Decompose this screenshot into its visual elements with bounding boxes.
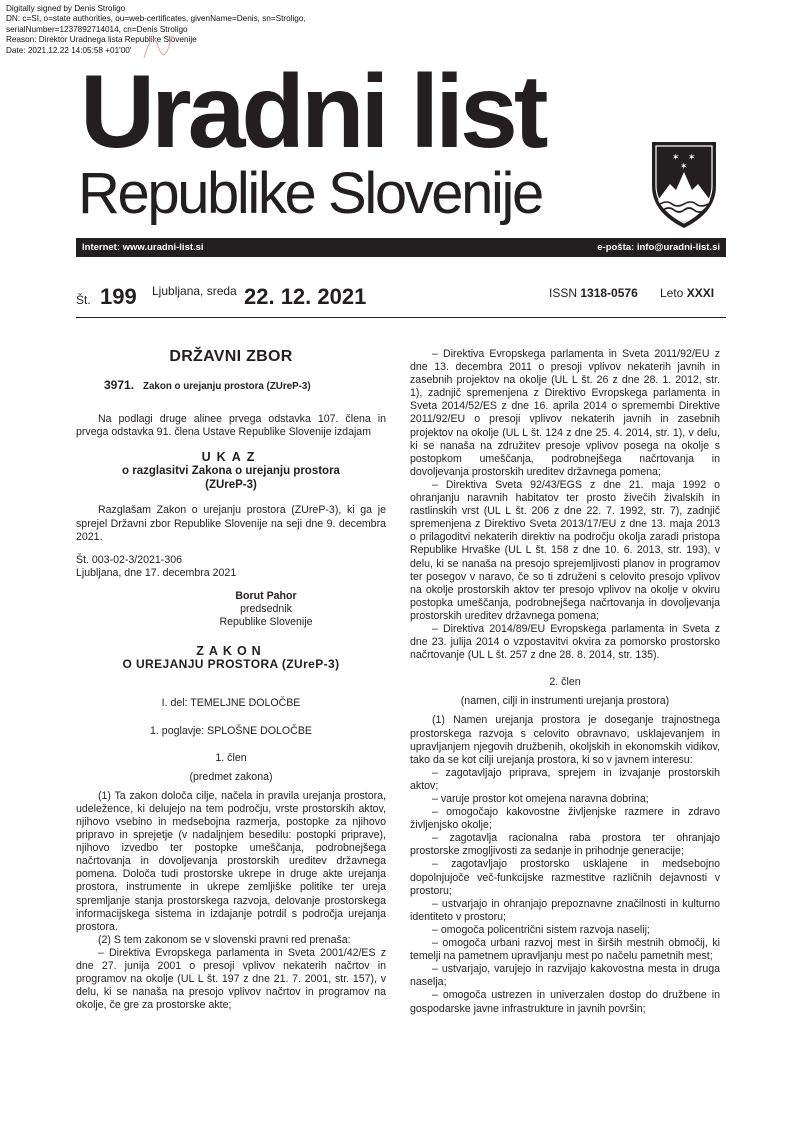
goals-list <box>410 767 720 1016</box>
signer-country: Republike Slovenije <box>219 616 313 629</box>
coat-of-arms-icon <box>650 138 718 230</box>
article-1-heading: 1. člen <box>215 751 247 764</box>
issue-date <box>244 284 366 310</box>
right-column <box>410 348 720 1016</box>
act-number: 3971. <box>104 378 135 393</box>
directive-paragraph: – Direktiva Evropskega parlamenta in Sveta 2011/92/EU z dne 13. decembra 2011 o presoji vplivov nekaterih javnih in zasebnih projektov na okolje (UL L št. 26 z dne 28. 1. 2012, str. 1), zadnjič spremenjena z Direktivo Evropskega parlamenta in Sveta 2014/52/ES z dne 16. aprila 2014 o spremembi Direktive 2011/92/EU o presoji vplivov nekaterih javnih in zasebnih projektov na okolje (UL L št. 124 z dne 25. 4. 2014, str. 1), v delu, ki se nanaša na združitev presoje vplivov posega na okolje s postopkom umeščanja, podrobnejšega načrtovanja in dovoljevanja prostorskih ureditev državnega pomena; <box>410 348 720 478</box>
ukaz-heading: UKAZ <box>201 450 261 465</box>
list-item: – zagotavlja racionalna raba prostora ter ohranjajo prostorske zmogljivosti za sedanje in prihodnje generacije; <box>410 832 720 858</box>
list-item: – omogoča urbani razvoj mest in širših mestnih območij, ki temelji na pametnem upravljanju mest po načelu pametnih mest; <box>410 937 720 963</box>
zakon-subtitle: O UREJANJU PROSTORA (ZUreP-3) <box>122 657 340 672</box>
website-link[interactable]: Internet: www.uradni-list.si <box>82 242 204 253</box>
signature-line: Digitally signed by Denis Stroligo <box>6 4 126 13</box>
list-item: – varuje prostor kot omejena naravna dobrina; <box>432 793 649 805</box>
list-item: – omogočajo kakovostne življenjske razmere in zdravo življenjsko okolje; <box>410 806 720 832</box>
svg-text:✶: ✶ <box>672 153 680 163</box>
signer-role: predsednik <box>240 603 292 616</box>
directive-paragraph: – Direktiva Sveta 92/43/EGS z dne 21. maja 1992 o ohranjanju naravnih habitatov ter prosto živečih živalskih in rastlinskih vrst (UL L št. 206 z dne 22. 7. 1992, str. 7), zadnjič spremenjena z Direktivo Sveta 2013/17/EU z dne 13. maja 2013 o prilagoditvi nekaterih direktiv na področju okolja zaradi pristopa Republike Hrvaške (UL L št. 158 z dne 10. 6. 2013, str. 193), v delu, ki se nanaša na presojo sprejemljivosti planov in programov ter posegov v naravo, če so ti združeni s celovito presojo vplivov na okolje prostorskih aktov ter presojo vplivov na okolje v okviru postopka umeščanja, podrobnejšega načrtovanja in dovoljevanja prostorskih ureditev državnega pomena; <box>410 478 720 622</box>
act-title: Zakon o urejanju prostora (ZUreP-3) <box>142 381 311 393</box>
masthead-title: Uradni list <box>80 54 545 170</box>
issue-number <box>76 284 137 310</box>
reference-date: Ljubljana, dne 17. decembra 2021 <box>76 566 237 579</box>
signature-line: Date: 2021.12.22 14:05:58 +01'00' <box>6 45 132 55</box>
list-item: – ustvarjajo in ohranjajo prepoznavne značilnosti in kulturno identiteto v prostoru; <box>410 897 720 923</box>
signature-line: serialNumber=1237892714014, cn=Denis Stroligo <box>6 24 188 34</box>
chapter-heading: 1. poglavje: SPLOŠNE DOLOČBE <box>150 724 312 737</box>
signature-line: Reason: Direktor Uradnega lista Republike Slovenije <box>6 35 197 45</box>
signature-line: DN: c=SI, o=state authorities, ou=web-certificates, givenName=Denis, sn=Stroligo, <box>6 14 306 24</box>
list-item: – zagotavljajo prostorsko usklajene in medsebojno dopolnjujoče več-funkcijske razmestitve različnih dejavnosti v prostoru; <box>410 858 720 897</box>
header-rule <box>76 317 726 318</box>
article-1-paragraph-2: (2) S tem zakonom se v slovenski pravni red prenaša: <box>98 933 351 946</box>
masthead-subtitle: Republike Slovenije <box>78 161 542 226</box>
article-2-paragraph-1: (1) Namen urejanja prostora je doseganje trajnostnega prostorskega razvoja s celovito obravnavo, usklajevanjem in upravljanjem njegovih družbenih, okoljskih in ekonomskih vidikov, tako da se kot cilji urejanja prostora, ki so v javnem interesu: <box>410 714 720 766</box>
article-1-paragraph-3: – Direktiva Evropskega parlamenta in Sveta 2001/42/ES z dne 27. junija 2001 o presoji vplivov nekaterih načrtov in programov na okolje (UL L št. 197 z dne 21. 7. 2001, str. 157), v delu, ki se nanaša na presojo vplivov načrtov in programov na okolje, če gre za prostorske akte; <box>76 946 386 1012</box>
issn-value: 1318-0576 <box>580 286 638 300</box>
article-1-title: (predmet zakona) <box>189 770 273 783</box>
ukaz-subtitle-line: o razglasitvi Zakona o urejanju prostora <box>122 465 340 478</box>
year-value: XXXI <box>686 286 715 300</box>
article-1-paragraph-1: (1) Ta zakon določa cilje, načela in pravila urejanja prostora, udeležence, ki delujejo na tem področju, vrste prostorskih aktov, njihovo vsebino in medsebojna razmerja, postopke za njihovo pripravo in sprejetje (v nadaljnjem besedilu: postopki priprave), njihovo izvedbo ter postopke umeščanja, podrobnejšega načrtovanja in dovoljevanja prostorskih ureditev državnega pomena. Določa tudi prostorske ukrepe in druge akte urejanja prostora, instrumente in ukrepe zemljiške politike ter ureja spremljanje stanja prostorskega razvoja, delovanje prostorskega informacijskega sistema in izdajanje potrdil s področja urejanja prostora. <box>76 789 386 933</box>
signer-name: Borut Pahor <box>235 589 297 602</box>
year-label: Leto <box>660 286 684 300</box>
zakon-heading: ZAKON <box>196 644 266 659</box>
ukaz-subtitle-line: (ZUreP-3) <box>205 479 257 492</box>
left-column <box>76 340 386 1012</box>
list-item: – zagotavljajo priprava, sprejem in izvajanje prostorskih aktov; <box>410 766 720 792</box>
intro-paragraph: Na podlagi druge alinee prvega odstavka 107. člena in prvega odstavka 91. člena Ustave Republike Slovenije izdajam <box>76 413 386 439</box>
issue-date-value: 22. 12. 2021 <box>244 284 367 309</box>
contact-bar <box>76 238 726 257</box>
svg-text:✶: ✶ <box>680 162 688 172</box>
directive-paragraph: – Direktiva 2014/89/EU Evropskega parlamenta in Sveta z dne 23. julija 2014 o vzpostavitvi okvira za pomorsko prostorsko načrtovanje (UL L št. 257 z dne 28. 8. 2014, str. 135). <box>410 622 720 662</box>
svg-text:✶: ✶ <box>688 153 696 163</box>
ukaz-subtitle <box>76 464 386 492</box>
list-item: – omogoča ustrezen in univerzalen dostop do družbene in gospodarske javne infrastrukture in javnih površin; <box>410 989 720 1015</box>
article-2-heading: 2. člen <box>549 676 581 689</box>
issn <box>549 286 638 300</box>
issue-number-label: Št. <box>76 293 91 307</box>
list-item: – omogoča policentrični sistem razvoja naselij; <box>432 923 650 936</box>
razglasam-paragraph: Razglašam Zakon o urejanju prostora (ZUreP-3), ki ga je sprejel Državni zbor Republike Slovenije na seji dne 9. decembra 2021. <box>76 504 386 543</box>
reference-number: Št. 003-02-3/2021-306 <box>76 553 183 566</box>
list-item: – ustvarjajo, varujejo in razvijajo kakovostna mesta in druga naselja; <box>410 963 720 989</box>
issue-place-day: Ljubljana, sreda <box>152 284 237 298</box>
year <box>660 286 714 300</box>
issue-number-value: 199 <box>100 284 137 309</box>
article-2-title: (namen, cilji in instrumenti urejanja prostora) <box>460 695 670 708</box>
section-heading: DRŽAVNI ZBOR <box>169 348 293 365</box>
part-heading: I. del: TEMELJNE DOLOČBE <box>161 697 301 710</box>
issn-label: ISSN <box>549 286 578 300</box>
act-heading <box>104 379 386 393</box>
email-link[interactable]: e-pošta: info@uradni-list.si <box>597 242 720 253</box>
signer-block <box>176 590 356 629</box>
